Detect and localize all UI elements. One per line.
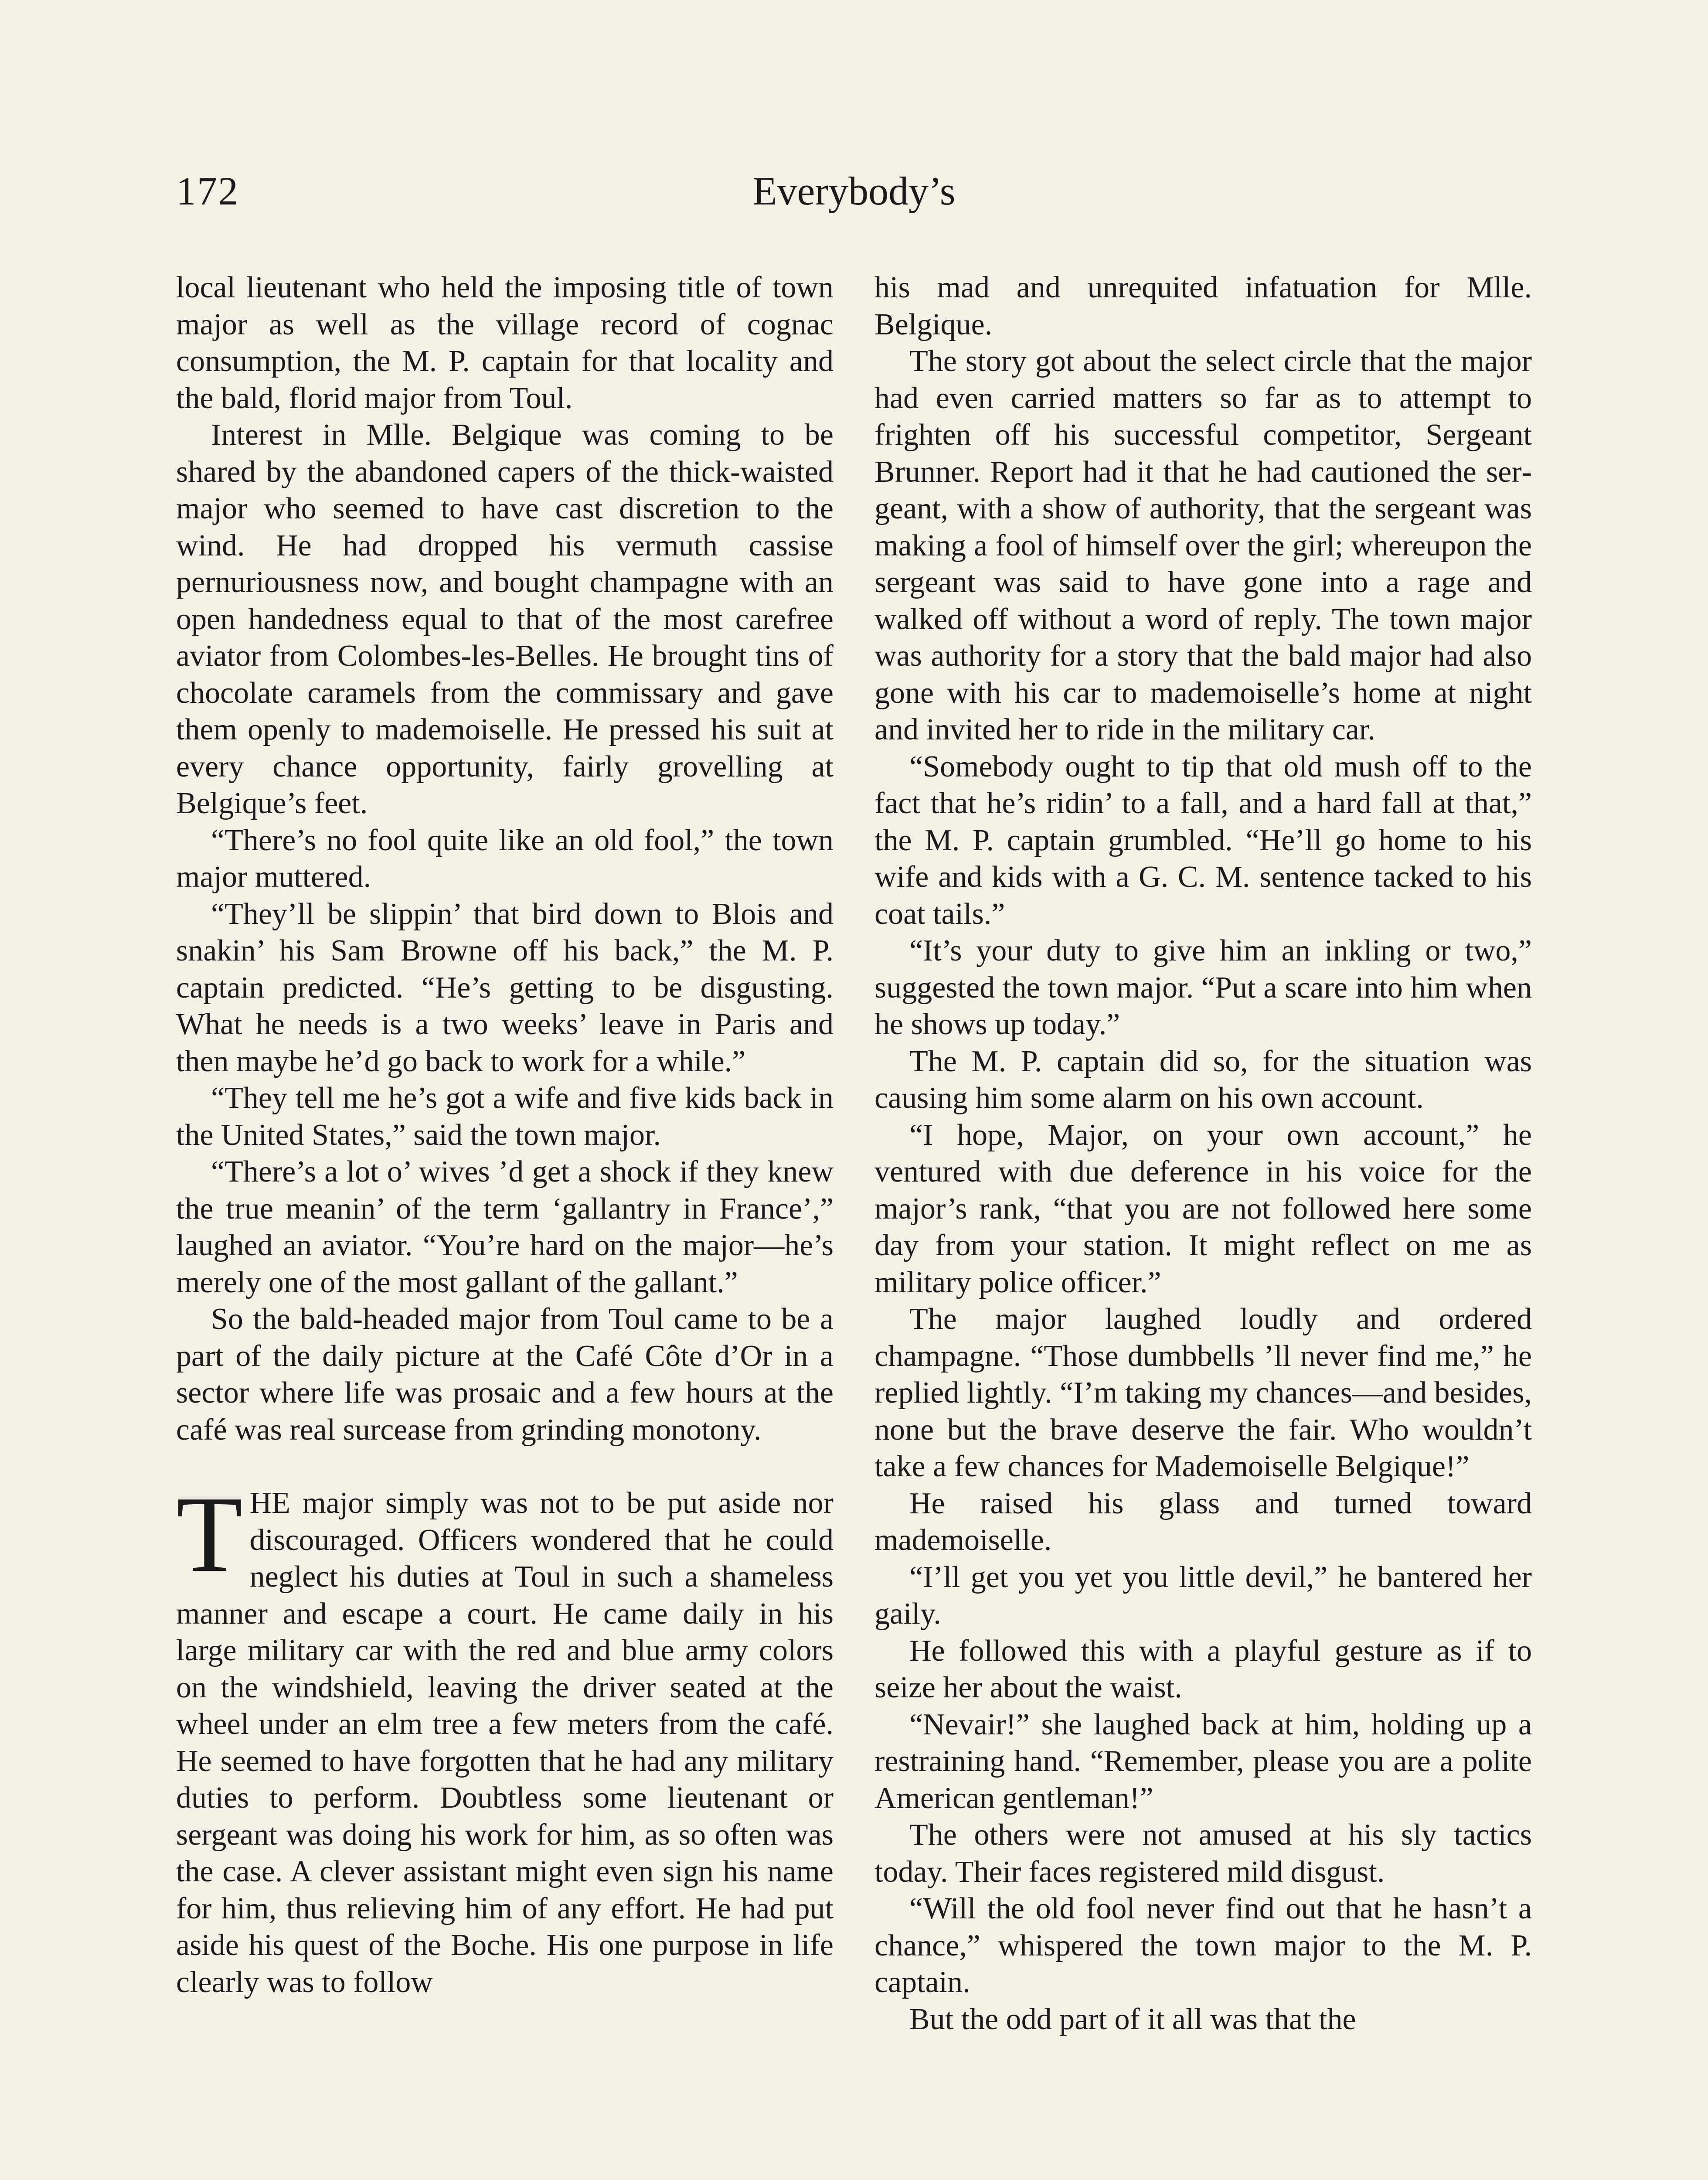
paragraph: “Will the old fool never find out that he hasn’t a chance,” whispered the town major to the M. P. captain. bbox=[874, 1892, 1532, 1999]
section-text: HE major simply was not to be put aside nor discouraged. Officers wondered that he could neglect his duties at Toul in such a shameless manner and escape a court. He came daily in his large military car with the red and blue army colors on the windshield, leaving the driver seated at the wheel under an elm tree a few meters from the café. He seemed to have forgotten that he had any military duties to perform. Doubtless some lieutenant or sergeant was doing his work for him, as so often was the case. A clever assistant might even sign his name for him, thus relieving him of any effort. He had put aside his quest of the Boche. His one purpose in life clearly was to follow bbox=[176, 1486, 834, 1999]
paragraph: The major laughed loudly and ordered champagne. “Those dumbbells ’ll never find me,” he replied lightly. “I’m taking my chances—and besides, none but the brave deserve the fair. Who wouldn’t take a few chances for Mademoiselle Belgique!” bbox=[874, 1302, 1532, 1483]
paragraph: “I hope, Major, on your own account,” he ventured with due deference in his voice for the major’s rank, “that you are not followed here some day from your station. It might reflect on me as military police officer.” bbox=[874, 1118, 1532, 1299]
paragraph: his mad and unrequited infatuation for Mlle. Belgique. bbox=[874, 271, 1532, 341]
paragraph: “There’s a lot o’ wives ’d get a shock if they knew the true meanin’ of the term ‘gallantry in France’,” laughed an aviator. “You’re hard on the major—he’s merely one of the most gallant of the gallant.” bbox=[176, 1155, 834, 1299]
paragraph: “Somebody ought to tip that old mush off to the fact that he’s ridin’ to a fall, and a hard fall at that,” the M. P. captain grumbled. “He’ll go home to his wife and kids with a G. C. M. sentence tacked to his coat tails.” bbox=[874, 749, 1532, 931]
paragraph: “There’s no fool quite like an old fool,” the town major muttered. bbox=[176, 823, 834, 894]
paragraph: “I’ll get you yet you little devil,” he bantered her gaily. bbox=[874, 1560, 1532, 1631]
paragraph: “Nevair!” she laughed back at him, holding up a restraining hand. “Remember, please you are a polite American gentleman!” bbox=[874, 1707, 1532, 1815]
running-head: Everybody’s bbox=[752, 169, 956, 213]
paragraph: “They’ll be slippin’ that bird down to Blois and snakin’ his Sam Browne off his back,” the M. P. captain predicted. “He’s getting to be disgusting. What he needs is a two weeks’ leave in Paris and then maybe he’d go back to work for a while.” bbox=[176, 897, 834, 1078]
paragraph: The others were not amused at his sly tactics today. Their faces registered mild disgust. bbox=[874, 1818, 1532, 1889]
paragraph: The M. P. captain did so, for the situation was causing him some alarm on his own account. bbox=[874, 1044, 1532, 1115]
drop-cap: T bbox=[176, 1474, 243, 1595]
left-column bbox=[176, 269, 834, 2001]
paragraph: “It’s your duty to give him an inkling or two,” suggested the town major. “Put a scare into him when he shows up today.” bbox=[874, 934, 1532, 1041]
paragraph: But the odd part of it all was that the bbox=[909, 2002, 1356, 2036]
paragraph: The story got about the select circle that the major had even carried matters so far as to attempt to frighten off his successful competitor, Sergeant Brunner. Report had it that he had cautioned the sergeant, with a show of authority, that the sergeant was making a fool of himself over the girl; whereupon the sergeant was said to have gone into a rage and walked off without a word of reply. The town major was authority for a story that the bald major had also gone with his car to mademoiselle’s home at night and invited her to ride in the military car. bbox=[874, 344, 1532, 746]
page-number: 172 bbox=[176, 169, 239, 213]
paragraph: He raised his glass and turned toward mademoiselle. bbox=[874, 1486, 1532, 1557]
paragraph: local lieutenant who held the imposing title of town major as well as the village record of cognac consumption, the M. P. captain for that locality and the bald, florid major from Toul. bbox=[176, 271, 834, 415]
paragraph: He followed this with a playful gesture as if to seize her about the waist. bbox=[874, 1634, 1532, 1704]
paragraph: So the bald-headed major from Toul came to be a part of the daily picture at the Café Côte d’Or in a sector where life was prosaic and a few hours at the café was real surcease from grinding monotony. bbox=[176, 1302, 834, 1447]
section-paragraph bbox=[176, 1474, 834, 2001]
right-column bbox=[874, 269, 1532, 2038]
paragraph: Interest in Mlle. Belgique was coming to be shared by the abandoned capers of the thick-waisted major who seemed to have cast discretion to the wind. He had dropped his vermuth cassise pernuriousness now, and bought champagne with an open handedness equal to that of the most carefree aviator from Colombes-les-Belles. He brought tins of chocolate caramels from the commissary and gave them openly to mademoiselle. He pressed his suit at every chance opportunity, fairly grovelling at Belgique’s feet. bbox=[176, 418, 834, 820]
paragraph: “They tell me he’s got a wife and five kids back in the United States,” said the town major. bbox=[176, 1081, 834, 1152]
